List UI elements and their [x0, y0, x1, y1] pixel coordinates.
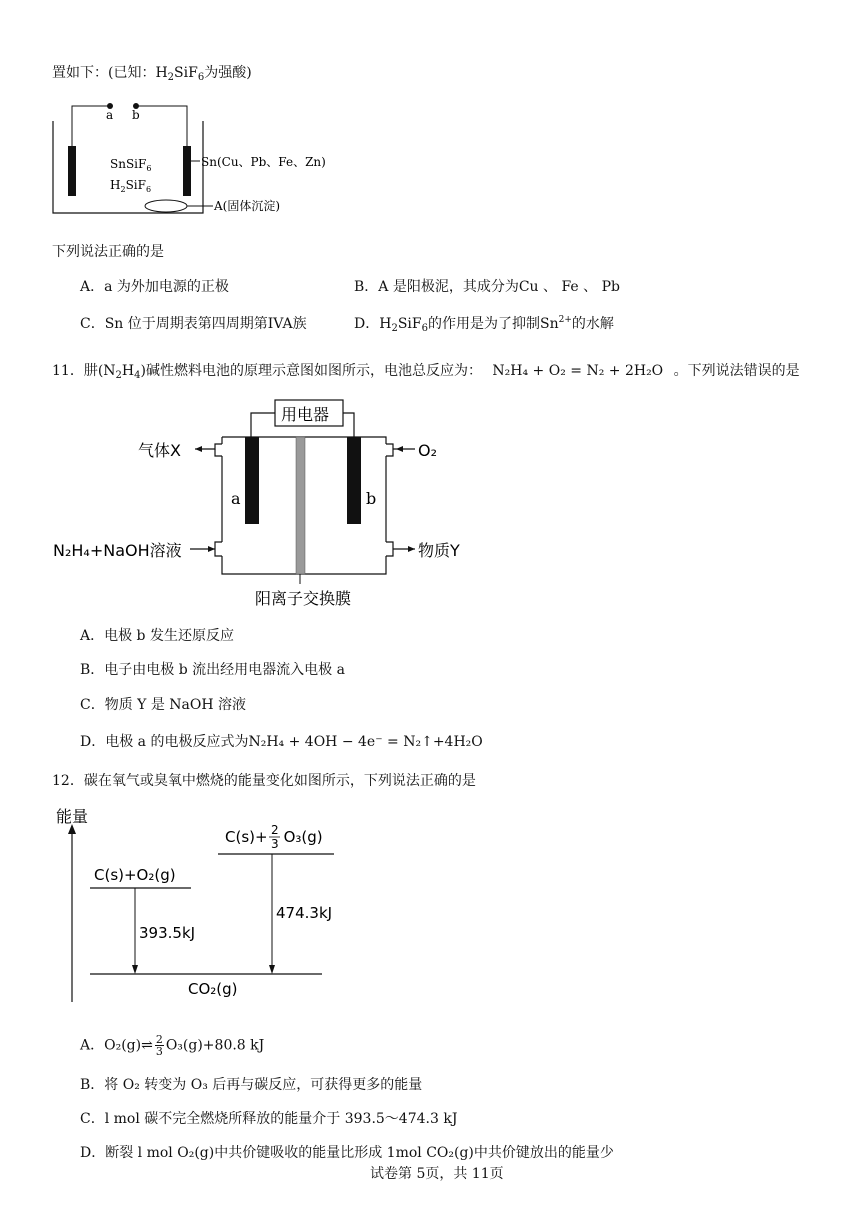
- q11-stem: 11．肼$(N_2H_4)$碱性燃料电池的原理示意图如图所示，电池总反应为： N₂H₄ + O₂ = N₂ + 2H₂O 。下列说法错误的是: [52, 363, 800, 381]
- dh1-label: 393.5kJ: [139, 924, 196, 942]
- q12-option-a[interactable]: A．O₂(g)⇌ $\frac{2}{3}$ O₃(g)+80.8 kJ: [80, 1033, 265, 1058]
- q12-stem: 12．碳在氧气或臭氧中燃烧的能量变化如图所示，下列说法正确的是: [52, 773, 476, 789]
- intro-line: 置如下：(已知：$H_2SiF_6$为强酸): [52, 65, 252, 83]
- solution-label-2: $H_2SiF_6$: [110, 178, 152, 194]
- gas-x-label: 气体X: [138, 441, 181, 460]
- q11-option-c[interactable]: C．物质 Y 是 NaOH 溶液: [80, 697, 247, 713]
- o2-label: O₂: [418, 441, 438, 460]
- label-a: a: [106, 108, 114, 122]
- q12-option-d[interactable]: D．断裂 l mol O₂(g)中共价键吸收的能量比形成 1mol CO₂(g)中共价键放出的能量少: [80, 1145, 614, 1161]
- product-y-label: 物质Y: [418, 541, 460, 560]
- q11-option-b[interactable]: B．电子由电极 b 流出经用电器流入电极 a: [80, 662, 345, 678]
- q10-option-b[interactable]: B．A 是阳极泥，其成分为Cu 、 Fe 、 Pb: [354, 279, 620, 295]
- anode-electrode: [183, 146, 191, 196]
- solution-label-1: SnSiF$_6$: [110, 157, 152, 173]
- energy-diagram: [50, 802, 370, 1012]
- q11-option-d[interactable]: D．电极 a 的电极反应式为N₂H₄ + 4OH − 4e⁻ = N₂↑+4H₂O: [80, 734, 483, 750]
- dh2-label: 474.3kJ: [276, 904, 333, 922]
- electrode-b-label: b: [366, 489, 377, 508]
- membrane-label: 阳离子交换膜: [255, 589, 352, 608]
- electrode-b: [347, 437, 361, 524]
- precipitate-ellipse: [145, 200, 187, 212]
- electrode-a: [245, 437, 259, 524]
- svg-text:2: 2: [271, 823, 279, 837]
- svg-text:3: 3: [271, 837, 279, 851]
- membrane: [296, 437, 305, 574]
- y-axis-label: 能量: [56, 807, 89, 826]
- q10-option-c[interactable]: C．Sn 位于周期表第四周期第IVA族: [80, 316, 307, 332]
- q10-stem: 下列说法正确的是: [52, 244, 164, 260]
- q10-option-d[interactable]: D．$H_2SiF_6$的作用是为了抑制$Sn^{2+}$的水解: [354, 315, 614, 334]
- q11-option-a[interactable]: A．电极 b 发生还原反应: [80, 628, 234, 644]
- feed-label: N₂H₄+NaOH溶液: [53, 541, 182, 560]
- electrolysis-diagram: [48, 96, 368, 221]
- anode-label: Sn(Cu、Pb、Fe、Zn): [201, 155, 326, 169]
- label-b: b: [132, 108, 140, 122]
- device-label: 用电器: [281, 405, 330, 424]
- q10-option-a[interactable]: A．a 为外加电源的正极: [80, 279, 229, 295]
- page-footer: 试卷第 5页，共 11页: [370, 1166, 504, 1182]
- q12-option-b[interactable]: B．将 O₂ 转变为 O₃ 后再与碳反应，可获得更多的能量: [80, 1077, 423, 1093]
- level-low-label: CO₂(g): [188, 980, 238, 998]
- electrode-a-label: a: [231, 489, 241, 508]
- precipitate-label: A(固体沉淀): [214, 199, 281, 213]
- q12-option-c[interactable]: C．l mol 碳不完全燃烧所释放的能量介于 393.5～474.3 kJ: [80, 1111, 458, 1127]
- level-mid-label: C(s)+O₂(g): [94, 866, 176, 884]
- level-high-label: C(s)+ O₃(g): [225, 828, 323, 846]
- cathode-electrode: [68, 146, 76, 196]
- fuel-cell-diagram: [50, 392, 490, 614]
